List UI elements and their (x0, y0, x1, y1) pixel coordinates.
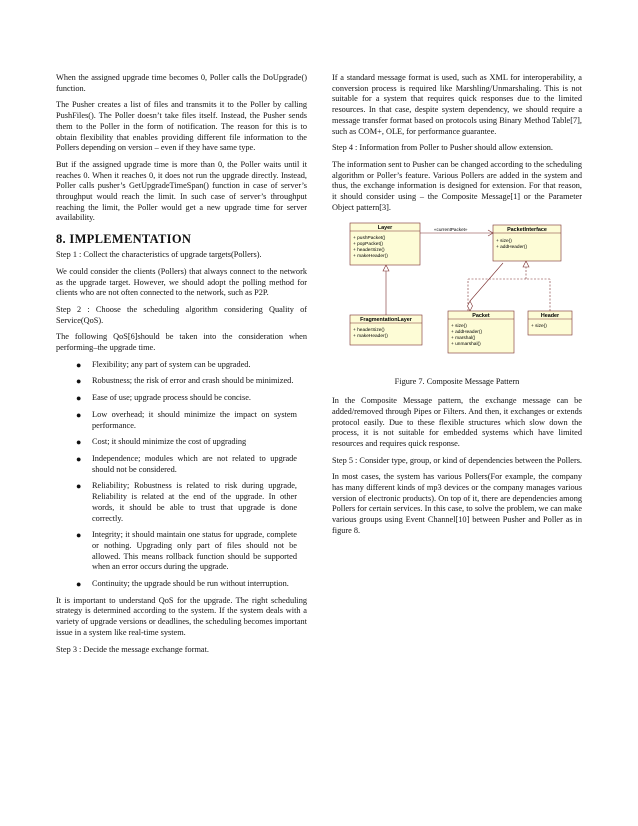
list-item (56, 410, 307, 431)
paragraph: The information sent to Pusher can be changed according to the scheduling algorithm or Poller’s feature. Various Pollers are added in the system and thus, the exchange information is designed for extension. For that reason, it should consider using – the Composite Message[1] or the Parameter Object pattern[3]. (332, 159, 582, 212)
left-column (56, 73, 307, 661)
bullet-icon: ● (76, 579, 82, 590)
list-item-text: Independence; modules which are not related to upgrade should not be considered. (92, 453, 297, 474)
bullet-icon: ● (76, 453, 82, 464)
list-item (56, 360, 307, 371)
class-layer-op: + popPacket() (353, 242, 383, 248)
list-item (56, 481, 307, 524)
paragraph: When the assigned upgrade time becomes 0, Poller calls the DoUpgrade() function. (56, 73, 307, 93)
class-header-name: Header (540, 313, 560, 320)
class-fragmentation-op: + headerSize() (353, 328, 385, 334)
class-packet-op: + unmarshal() (451, 342, 481, 348)
bullet-icon: ● (76, 530, 82, 541)
step-3: Step 3 : Decide the message exchange format. (56, 644, 209, 654)
paragraph: But if the assigned upgrade time is more than 0, the Poller waits until it reaches 0. When it reaches 0, it does not run the upgrade directly. Instead, Poller calls pusher’s GetUpgradeTimeSpan() function in case of server’s throughput would reach the limit. In such case of server’s throughput reaching the limit, the Poller would get a new upgrade time for server availability. (56, 159, 307, 223)
class-fragmentation-name: FragmentationLayer (360, 317, 412, 324)
list-item-text: Ease of use; upgrade process should be concise. (92, 393, 251, 403)
step-1: Step 1 : Collect the characteristics of upgrade targets(Pollers). (56, 250, 262, 260)
class-header (528, 311, 572, 335)
list-item (56, 579, 307, 590)
list-item-text: Robustness; the risk of error and crash should be minimized. (92, 376, 294, 386)
uml-figure (332, 219, 582, 371)
composite-message-diagram (338, 219, 578, 369)
class-packet-op: + marshal() (451, 336, 476, 342)
paragraph: The following QoS[6]should be taken into the consideration when performing–the upgrade time. (56, 332, 307, 353)
class-layer-op: + pushPacket() (353, 236, 386, 242)
bullet-icon: ● (76, 376, 82, 387)
bullet-icon: ● (76, 393, 82, 404)
step-5: Step 5 : Consider type, group, or kind of dependencies between the Pollers. (332, 455, 583, 465)
class-packet-name: Packet (472, 313, 490, 320)
inherit-arrow-icon (383, 265, 389, 271)
list-item-text: Integrity; it should maintain one status for upgrade, complete or nothing. Upgrading only part of files should not be allowed. This means rollback function should be supported when an error occurs during the upgrade. (92, 530, 297, 572)
class-fragmentation-layer (350, 315, 422, 345)
paragraph: We could consider the clients (Pollers) that always connect to the network as the upgrade target. However, we should adopt the polling method for clients who are not often connected to the network, such as P2P. (56, 266, 307, 298)
paragraph: It is important to understand QoS for the upgrade. The right scheduling strategy is determined according to the system. If the system deals with a variety of upgrade versions or deadlines, the scheduling becomes important issue in a system like real-time system. (56, 595, 307, 637)
class-fragmentation-op: + makeHeader() (353, 334, 388, 340)
class-layer (350, 223, 420, 265)
class-layer-name: Layer (377, 225, 393, 232)
paragraph: If a standard message format is used, such as XML for interoperability, a conversion process is required like Marshling/Unmarshaling. This is not suitable for a system that requires quick responses due to the limited resources. In that case, despite system dependency, we should require a message transfer format based on protocols using Binary Method Table[7], such as COM+, OLE, for performance guarantee. (332, 73, 582, 136)
list-item-text: Flexibility; any part of system can be upgraded. (92, 359, 251, 369)
paragraph: In the Composite Message pattern, the exchange message can be added/removed through Pipes or Filters. And then, it exchanges or extends protocol easily. Due to these flexible structures which slow down the process, it is not suitable for embedded systems which have limited resources and requires quick response. (332, 396, 582, 448)
realize-arrow-icon (523, 261, 529, 267)
class-header-op: + size() (531, 324, 547, 330)
class-packet-op: + size() (451, 324, 467, 330)
paragraph: In most cases, the system has various Pollers(For example, the company has many different kinds of mp3 devices or the company manages various version of electronic products). On top of it, there are dependencies among Pollers for certain services. In this case, to solve the problem, we can make various groups using Event Channel[10] between Pusher and Poller as in figure 8. (332, 472, 582, 535)
bullet-icon: ● (76, 359, 82, 370)
step-2: Step 2 : Choose the scheduling algorithm considering Quality of Service(QoS). (56, 304, 307, 325)
class-packet (448, 311, 514, 353)
bullet-icon: ● (76, 437, 82, 448)
aggregate-line (470, 263, 503, 301)
list-item-text: Continuity; the upgrade should be run without interruption. (92, 579, 289, 589)
list-item (56, 530, 307, 573)
qos-list (56, 360, 307, 590)
list-item-text: Low overhead; it should minimize the impact on system performance. (92, 409, 297, 430)
section-heading: 8. IMPLEMENTATION (56, 232, 192, 247)
list-item-text: Cost; it should minimize the cost of upgrading (92, 437, 247, 447)
list-item (56, 437, 307, 448)
class-layer-op: + makeHeader() (353, 254, 388, 260)
class-packet-interface-op: + size() (496, 239, 512, 245)
list-item (56, 393, 307, 404)
class-packet-interface-op: + addHeader() (496, 245, 528, 251)
class-layer-op: + headerSize() (353, 248, 385, 254)
list-item-text: Reliability; Robustness is related to risk during upgrade, Reliability is related at the end of the upgrade. In other words, it should be able to trust that upgrade is done correctly. (92, 481, 297, 523)
figure-caption: Figure 7. Composite Message Pattern (394, 377, 520, 387)
bullet-icon: ● (76, 409, 82, 420)
assoc-label: «currentPacket» (434, 227, 468, 233)
class-packet-interface (493, 225, 561, 261)
bullet-icon: ● (76, 481, 82, 492)
list-item (56, 376, 307, 387)
right-column (332, 73, 582, 543)
class-packet-op: + addHeader() (451, 330, 483, 336)
list-item (56, 454, 307, 475)
class-packet-interface-name: PacketInterface (507, 227, 547, 234)
paragraph: The Pusher creates a list of files and transmits it to the Poller by calling PushFiles(). The Poller doesn’t take files itself. Instead, the Pusher sends them to the Poller in the form of notification. The reason for this is to obtain flexibility that enables providing different file information to the Pollers depending on version – even if they have same type. (56, 100, 307, 153)
step-4: Step 4 : Information from Poller to Pusher should allow extension. (332, 143, 553, 153)
